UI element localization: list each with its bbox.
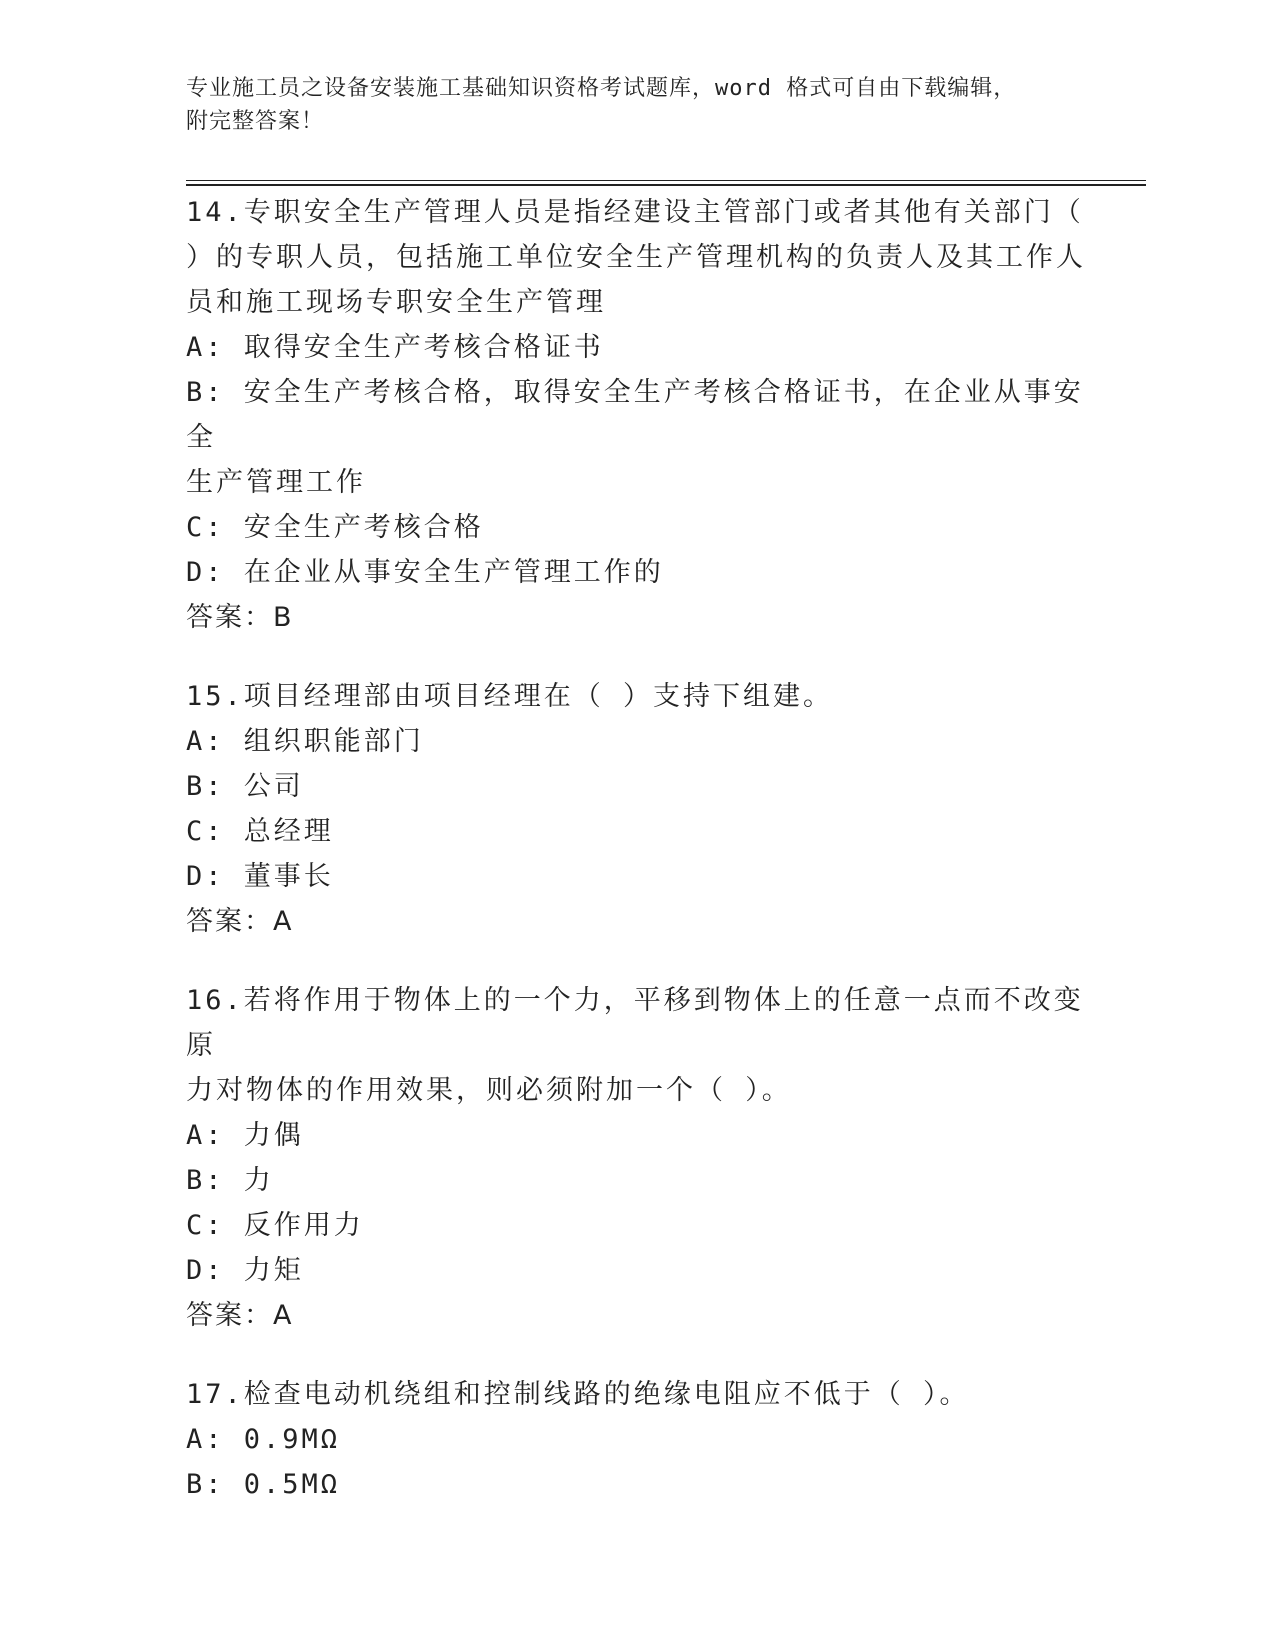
header-line-2: 附完整答案！ <box>186 109 325 134</box>
option-b: B: 力 <box>186 1165 274 1196</box>
question-16 <box>186 978 1086 1338</box>
header-divider-thin <box>186 180 1146 181</box>
option-a: A: 组织职能部门 <box>186 726 424 757</box>
option-b: B: 公司 <box>186 771 304 802</box>
document-header <box>186 72 1066 138</box>
question-stem-line: 16.若将作用于物体上的一个力，平移到物体上的任意一点而不改变原 <box>186 985 1084 1061</box>
option-c: C: 总经理 <box>186 816 334 847</box>
question-list <box>186 190 1086 1541</box>
question-stem-line: ）的专职人员，包括施工单位安全生产管理机构的负责人及其工作人 <box>186 242 1086 273</box>
answer-line: 答案：A <box>186 906 294 937</box>
question-stem-line: 14.专职安全生产管理人员是指经建设主管部门或者其他有关部门（ <box>186 197 1084 228</box>
question-stem-line: 17.检查电动机绕组和控制线路的绝缘电阻应不低于（ ）。 <box>186 1379 970 1410</box>
option-b: B: 安全生产考核合格，取得安全生产考核合格证书，在企业从事安全 <box>186 377 1084 453</box>
answer-line: 答案：B <box>186 602 294 633</box>
option-d: D: 力矩 <box>186 1255 304 1286</box>
answer-line: 答案：A <box>186 1300 294 1331</box>
option-b-continued: 生产管理工作 <box>186 467 366 498</box>
question-stem-line: 15.项目经理部由项目经理在（ ）支持下组建。 <box>186 681 834 712</box>
option-a: A: 力偶 <box>186 1120 304 1151</box>
option-b: B: 0.5MΩ <box>186 1469 341 1500</box>
question-15 <box>186 674 1086 944</box>
question-17 <box>186 1372 1086 1507</box>
header-line-1: 专业施工员之设备安装施工基础知识资格考试题库，word 格式可自由下载编辑， <box>186 76 1017 101</box>
option-d: D: 董事长 <box>186 861 334 892</box>
option-a: A: 0.9MΩ <box>186 1424 341 1455</box>
option-d: D: 在企业从事安全生产管理工作的 <box>186 557 664 588</box>
question-stem-line: 力对物体的作用效果，则必须附加一个（ ）。 <box>186 1075 792 1106</box>
question-14 <box>186 190 1086 640</box>
option-c: C: 反作用力 <box>186 1210 364 1241</box>
header-divider-thick <box>186 184 1146 186</box>
option-a: A: 取得安全生产考核合格证书 <box>186 332 604 363</box>
question-stem-line: 员和施工现场专职安全生产管理 <box>186 287 606 318</box>
option-c: C: 安全生产考核合格 <box>186 512 484 543</box>
